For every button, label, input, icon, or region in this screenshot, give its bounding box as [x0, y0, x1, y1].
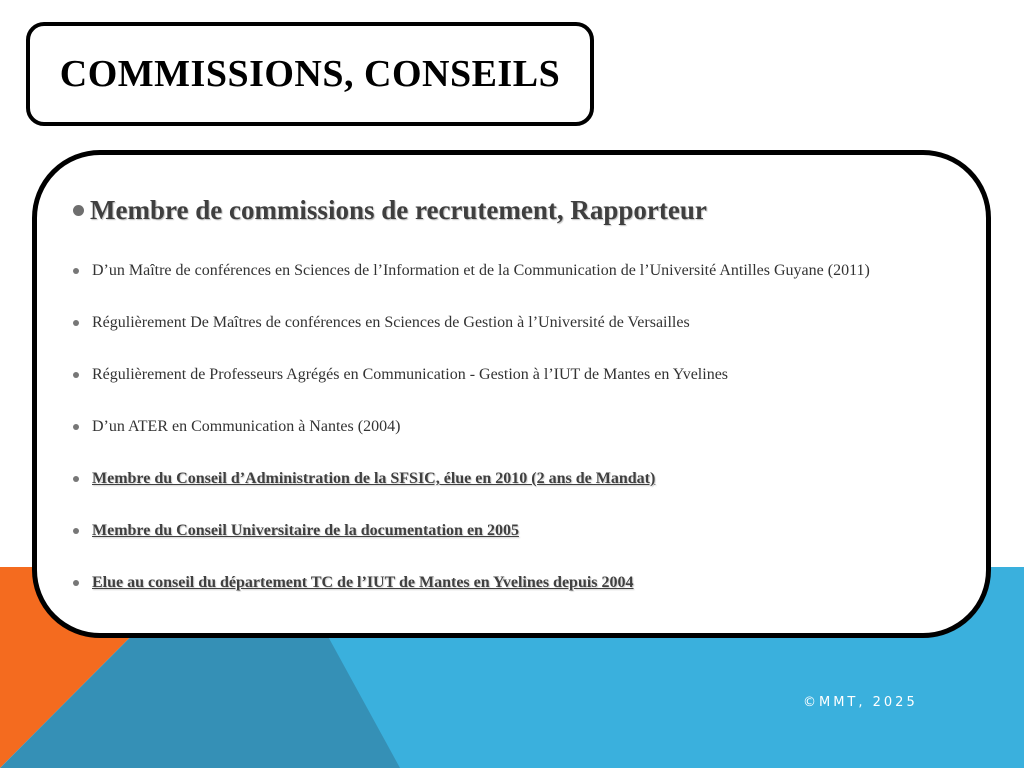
bullet-icon [73, 205, 84, 216]
list-item-text: Régulièrement De Maîtres de conférences en Sciences de Gestion à l’Université de Versailles [92, 314, 690, 331]
title-box [26, 22, 594, 126]
list-item-text: Membre du Conseil Universitaire de la documentation en 2005 [92, 522, 519, 539]
bullet-icon [73, 528, 79, 534]
section-heading [73, 195, 707, 226]
slide-title: COMMISSIONS, CONSEILS [59, 53, 561, 95]
list-item-text: D’un ATER en Communication à Nantes (2004) [92, 418, 401, 435]
bullet-icon [73, 320, 79, 326]
list-item [73, 262, 870, 280]
list-item [73, 522, 519, 540]
footer-copyright: ©MMT, 2025 [803, 695, 918, 710]
list-item [73, 418, 400, 436]
list-item [73, 574, 634, 592]
bullet-icon [73, 372, 79, 378]
bullet-icon [73, 580, 79, 586]
list-item [73, 470, 655, 488]
list-item [73, 366, 728, 384]
bullet-icon [73, 268, 79, 274]
list-item [73, 314, 690, 332]
list-item-text: D’un Maître de conférences en Sciences de l’Information et de la Communication de l’Université Antilles Guyane (2011) [92, 262, 870, 279]
content-box [32, 150, 991, 638]
list-item-text: Elue au conseil du département TC de l’IUT de Mantes en Yvelines depuis 2004 [92, 574, 634, 591]
heading-text: Membre de commissions de recrutement, Rapporteur [90, 195, 707, 225]
bullet-icon [73, 424, 79, 430]
list-item-text: Régulièrement de Professeurs Agrégés en Communication - Gestion à l’IUT de Mantes en Yvelines [92, 366, 729, 383]
bullet-icon [73, 476, 79, 482]
list-item-text: Membre du Conseil d’Administration de la SFSIC, élue en 2010 (2 ans de Mandat) [92, 470, 656, 487]
